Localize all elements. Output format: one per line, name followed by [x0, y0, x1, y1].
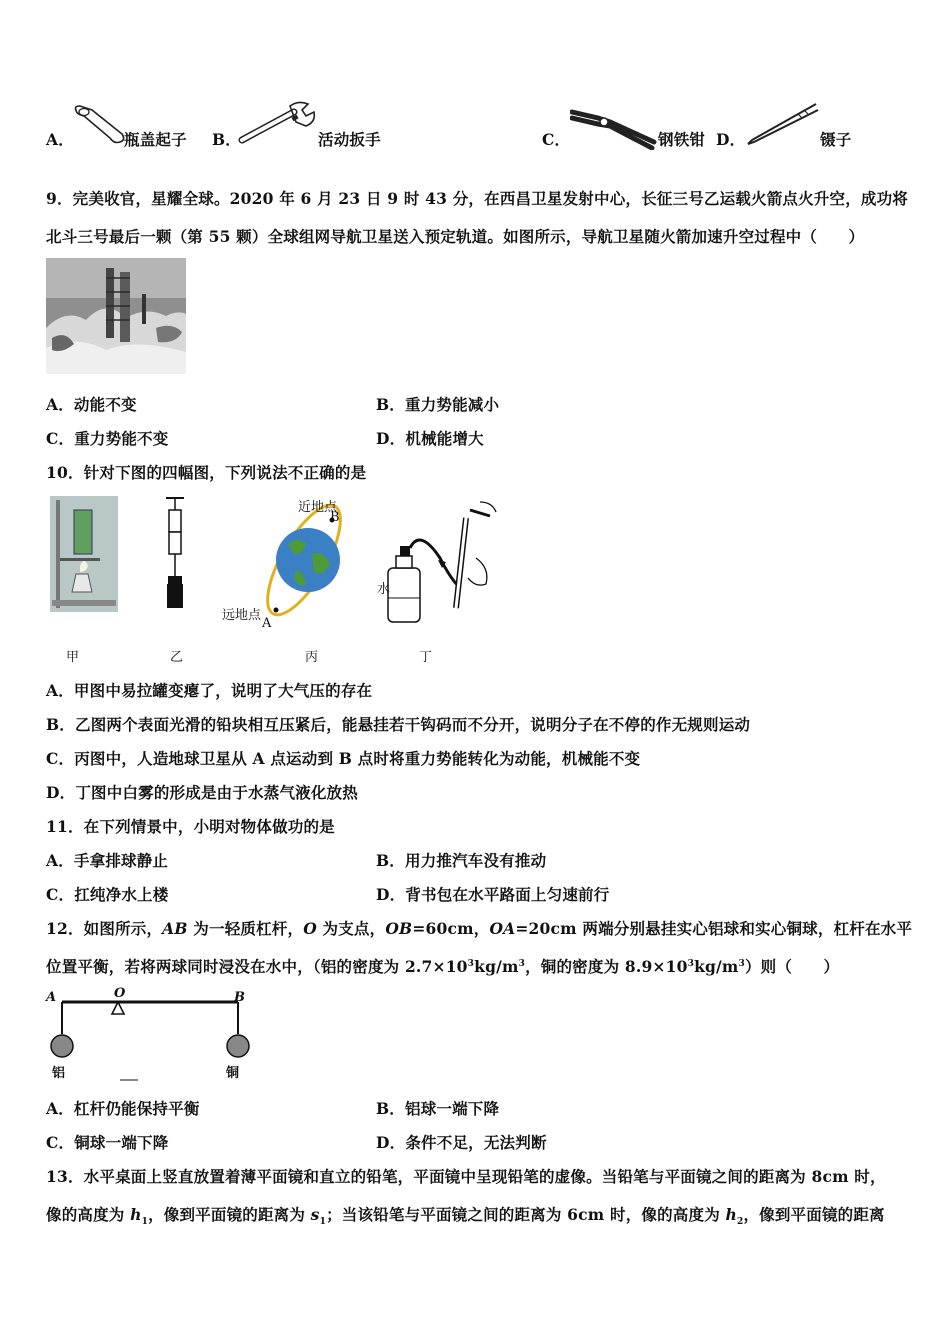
fig-label-yi: 乙	[170, 650, 184, 665]
q8-option-a-text: 瓶盖起子	[124, 130, 187, 149]
q8-option-c-text: 钢铁钳	[658, 130, 706, 149]
q12-option-c: C．铜球一端下降	[46, 1133, 169, 1152]
q9-option-c: C．重力势能不变	[46, 429, 169, 448]
q10-option-b: B．乙图两个表面光滑的铅块相互压紧后，能悬挂若干钩码而不分开，说明分子在不停的作无规则运动	[46, 715, 751, 734]
q10-stem: 10．针对下图的四幅图，下列说法不正确的是	[46, 463, 367, 482]
lever-label-aluminium: 铝	[52, 1066, 66, 1081]
lever-label-copper: 铜	[226, 1066, 240, 1081]
q13-stem-line-1: 13．水平桌面上竖直放置着薄平面镜和直立的铅笔，平面镜中呈现铅笔的虚像。当铅笔与平面镜之间的距离为 8cm 时，	[46, 1167, 886, 1186]
q12-option-a: A．杠杆仍能保持平衡	[46, 1099, 200, 1118]
lever-figure	[44, 990, 254, 1085]
q8-option-b-letter: B．	[212, 130, 242, 149]
q8-option-d-text: 镊子	[820, 130, 852, 149]
q8-option-b-text: 活动扳手	[318, 130, 381, 149]
q12-option-d: D．条件不足，无法判断	[376, 1133, 547, 1152]
rocket-launch-photo	[46, 258, 186, 374]
q10-option-a: A．甲图中易拉罐变瘪了，说明了大气压的存在	[46, 681, 373, 700]
bottle-opener-icon	[72, 104, 128, 146]
lever-label-o: O	[114, 986, 126, 1001]
q10-option-c: C．丙图中，人造地球卫星从 A 点运动到 B 点时将重力势能转化为动能，机械能不变	[46, 749, 641, 768]
q10-option-d: D．丁图中白雾的形成是由于水蒸气液化放热	[46, 783, 358, 802]
q11-option-a: A．手拿排球静止	[46, 851, 169, 870]
pliers-icon	[570, 104, 658, 150]
q8-option-c-letter: C．	[542, 130, 571, 149]
fig-label-point-b: B	[330, 510, 340, 525]
q9-stem-line-2: 北斗三号最后一颗（第 55 颗）全球组网导航卫星送入预定轨道。如图所示，导航卫星随火箭加速升空过程中（ ）	[46, 227, 865, 246]
fig-label-far-point: 远地点	[222, 608, 262, 623]
lever-label-a: A	[46, 990, 57, 1005]
adjustable-wrench-icon	[236, 98, 320, 150]
fig-label-water: 水	[377, 582, 391, 597]
q13-stem-line-2: 像的高度为 $h_1$，像到平面镜的距离为 $s_1$；当该铅笔与平面镜之间的距离为 6cm 时，像的高度为 $h_2$，像到平面镜的距离	[46, 1205, 885, 1228]
lead-blocks-figure	[160, 496, 190, 612]
q11-option-d: D．背书包在水平路面上匀速前行	[376, 885, 610, 904]
tweezers-icon	[744, 100, 820, 148]
q9-option-d: D．机械能增大	[376, 429, 484, 448]
fig-label-bing: 丙	[305, 650, 319, 665]
fig-label-ding: 丁	[419, 650, 433, 665]
can-heating-figure	[50, 496, 118, 612]
q11-option-c: C．扛纯净水上楼	[46, 885, 169, 904]
q11-stem: 11．在下列情景中，小明对物体做功的是	[46, 817, 335, 836]
q12-option-b: B．铝球一端下降	[376, 1099, 500, 1118]
q8-option-d-letter: D．	[716, 130, 746, 149]
fig-label-jia: 甲	[66, 650, 80, 665]
q11-option-b: B．用力推汽车没有推动	[376, 851, 547, 870]
q12-stem-line-1: 12．如图所示，AB 为一轻质杠杆，O 为支点，OB=60cm，OA=20cm 两端分别悬挂实心铝球和实心铜球，杠杆在水平	[46, 919, 913, 938]
q8-option-a-letter: A．	[46, 130, 74, 149]
q9-option-a: A．动能不变	[46, 395, 137, 414]
q9-option-b: B．重力势能减小	[376, 395, 500, 414]
fig-label-near-point: 近地点	[298, 500, 338, 515]
q9-stem-line-1: 9．完美收官，星耀全球。2020 年 6 月 23 日 9 时 43 分，在西昌卫星发射中心，长征三号乙运载火箭点火升空，成功将	[46, 189, 909, 208]
lever-label-b: B	[234, 990, 245, 1005]
fig-label-point-a: A	[262, 616, 272, 631]
bottle-pump-figure	[380, 498, 510, 628]
q12-stem-line-2: 位置平衡，若将两球同时浸没在水中，（铝的密度为 $2.7\times 10^3kg/m^3$，铜的密度为 $8.9\times 10^3kg/m^3$）则（ ）	[46, 957, 840, 976]
